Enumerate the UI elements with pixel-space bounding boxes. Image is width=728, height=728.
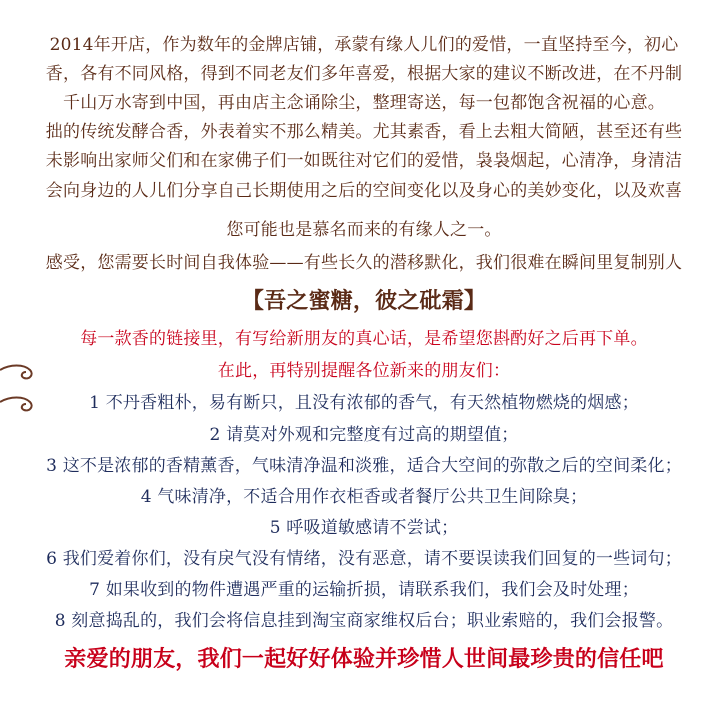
section-heading: 【吾之蜜糖，彼之砒霜】 — [241, 288, 487, 314]
intro-line-4: 拙的传统发酵合香，外表着实不那么精美。尤其素香，看上去粗大简陋，甚至还有些 — [45, 122, 683, 142]
reminder-title: 在此，再特别提醒各位新来的朋友们： — [217, 361, 511, 381]
rule-item: 8 刻意捣乱的，我们会将信息挂到淘宝商家维权后台；职业索赔的，我们会报警。 — [54, 611, 674, 631]
intro-line-8: 感受，您需要长时间自我体验——有些长久的潜移默化，我们很难在瞬间里复制别人 — [45, 253, 683, 273]
rule-item: 2 请莫对外观和完整度有过高的期望值； — [209, 425, 519, 445]
rule-item: 6 我们爱着你们，没有戾气没有情绪，没有恶意，请不要误读我们回复的一些词句； — [46, 549, 682, 569]
rule-item: 1 不丹香粗朴，易有断只，且没有浓郁的香气，有天然植物燃烧的烟感； — [89, 393, 639, 413]
intro-line-7: 您可能也是慕名而来的有缘人之一。 — [226, 220, 502, 240]
intro-line-6: 会向身边的人儿们分享自己长期使用之后的空间变化以及身心的美妙变化，以及欢喜 — [45, 181, 683, 201]
rule-item: 5 呼吸道敏感请不尝试； — [269, 518, 459, 538]
intro-line-1: 2014年开店，作为数年的金牌店铺，承蒙有缘人儿们的爱惜，一直坚持至今，初心 — [49, 35, 679, 55]
rule-item: 4 气味清净，不适合用作衣柜香或者餐厅公共卫生间除臭； — [140, 487, 588, 507]
closing-message: 亲爱的朋友，我们一起好好体验并珍惜人世间最珍贵的信任吧 — [64, 646, 664, 672]
intro-line-2: 香，各有不同风格，得到不同老友们多年喜爱，根据大家的建议不断改进，在不丹制 — [45, 64, 683, 84]
rule-item: 7 如果收到的物件遭遇严重的运输折损，请联系我们，我们会及时处理； — [89, 580, 639, 600]
notice-text: 每一款香的链接里，有写给新朋友的真心话，是希望您斟酌好之后再下单。 — [80, 329, 648, 349]
rule-item: 3 这不是浓郁的香精薰香，气味清净温和淡雅，适合大空间的弥散之后的空间柔化； — [46, 456, 682, 476]
intro-line-5: 未影响出家师父们和在家佛子们一如既往对它们的爱惜，袅袅烟起，心清净，身清洁 — [45, 151, 683, 171]
intro-line-3: 千山万水寄到中国，再由店主念诵除尘，整理寄送，每一包都饱含祝福的心意。 — [63, 93, 665, 113]
